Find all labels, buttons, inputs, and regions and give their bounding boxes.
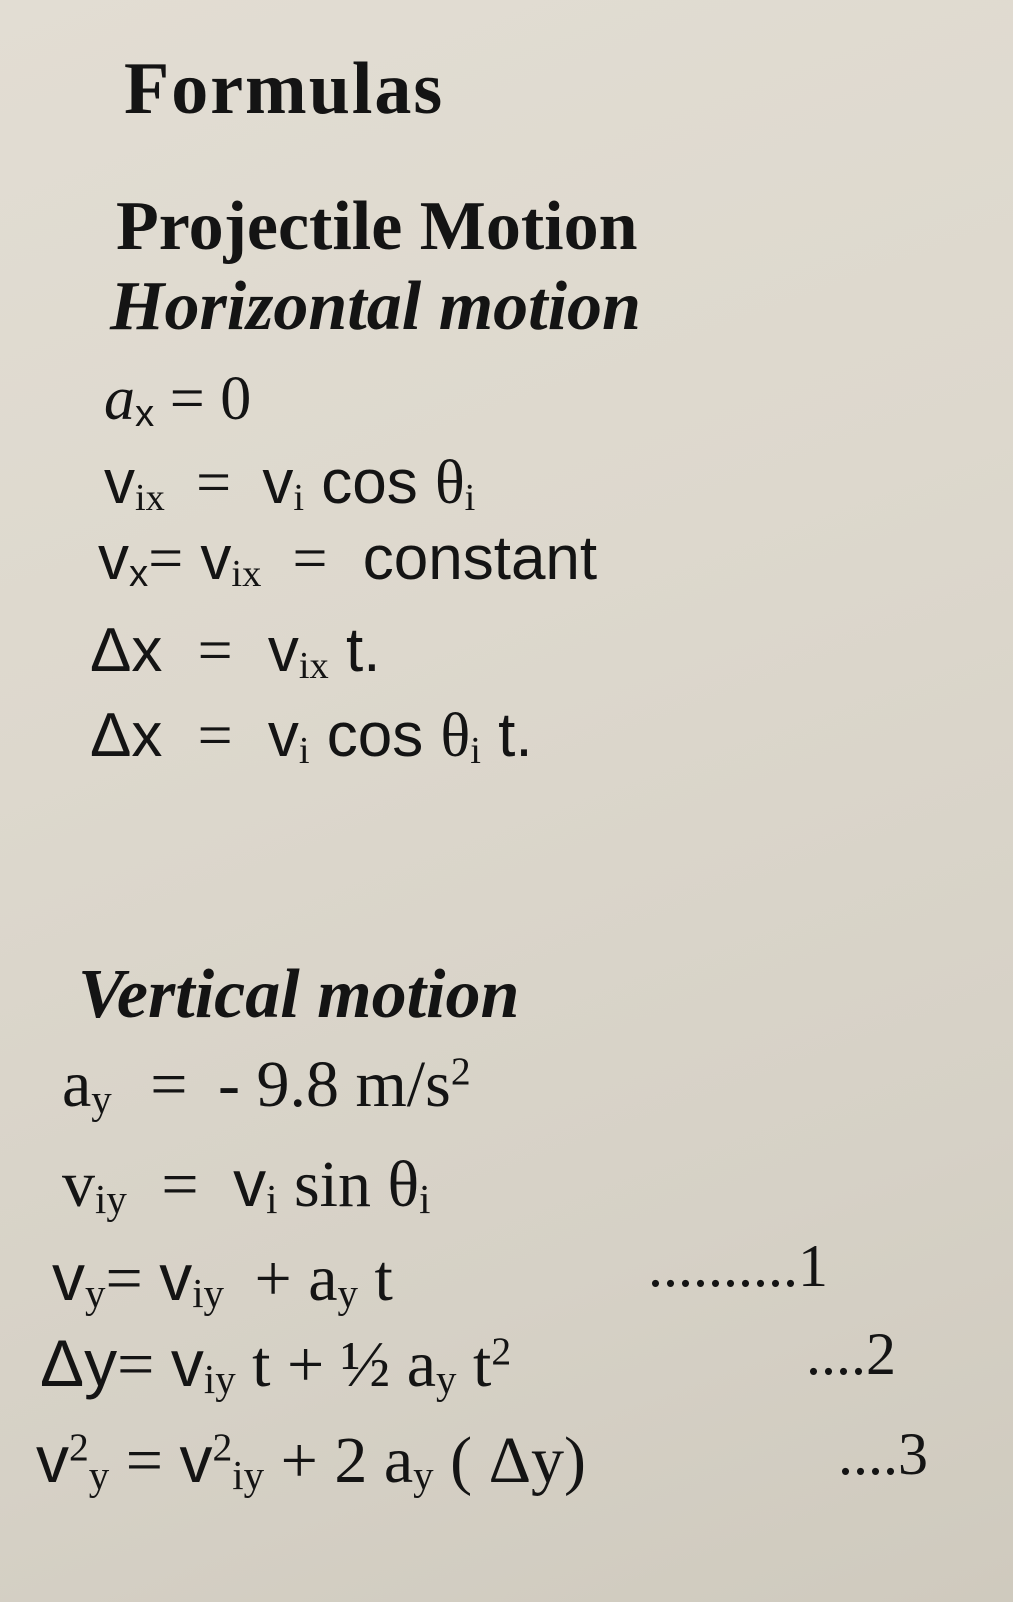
subscript: iy (192, 1271, 225, 1317)
vertical-heading: Vertical motion (78, 956, 520, 1033)
subscript: i (464, 476, 476, 519)
equals-sign: = (125, 1424, 163, 1497)
symbol-delta-x: Δx (90, 616, 163, 685)
coefficient: 2 (334, 1424, 368, 1497)
cos-function: cos (321, 448, 418, 517)
symbol-v: v (52, 1240, 85, 1314)
section-heading: Projectile Motion (116, 188, 638, 265)
equals-sign: = (117, 1328, 155, 1401)
formula-ax (104, 365, 252, 435)
superscript: 2 (69, 1425, 89, 1470)
subscript: i (298, 729, 310, 772)
symbol-v: v (104, 448, 135, 517)
formula-vy-squared (36, 1422, 586, 1499)
formula-vix (104, 448, 476, 519)
gravity-value: - 9.8 m/s (217, 1048, 451, 1121)
equals-sign: = (197, 702, 233, 770)
subscript: y (436, 1357, 457, 1403)
symbol-v: v (267, 616, 299, 685)
time-term: t. (498, 701, 533, 770)
sin-function: sin (293, 1148, 371, 1221)
symbol-v: v (159, 1240, 193, 1314)
equals-sign: = (169, 365, 205, 433)
time-term: t. (345, 616, 381, 685)
delta-y-term: ( Δy) (450, 1424, 586, 1497)
value: 0 (220, 365, 252, 433)
superscript: 2 (212, 1425, 233, 1470)
formula-dx-cos (90, 701, 533, 772)
subscript: ix (231, 552, 262, 595)
symbol-v: v (170, 1326, 204, 1400)
equals-sign: = (197, 617, 233, 685)
equals-sign: = (105, 1242, 143, 1315)
symbol-delta-x: Δx (90, 701, 163, 770)
formula-ay (62, 1048, 471, 1123)
subscript: i (419, 1177, 431, 1223)
subscript: x (129, 551, 149, 595)
time-term: t (374, 1242, 393, 1315)
symbol-theta: θ (440, 702, 471, 770)
subscript: i (266, 1177, 278, 1223)
equation-reference-1: ..........1 (648, 1233, 828, 1299)
subscript: i (470, 729, 481, 772)
symbol-v: v (98, 524, 129, 593)
symbol-delta-y: Δy (40, 1326, 118, 1400)
symbol-v: v (36, 1422, 69, 1496)
page-title: Formulas (124, 48, 445, 130)
formula-dx-vix (90, 616, 381, 687)
equals-sign: = (292, 525, 328, 593)
formula-vy (52, 1240, 393, 1317)
superscript: 2 (450, 1049, 471, 1094)
subscript: ix (298, 644, 329, 687)
symbol-a: a (104, 365, 135, 433)
subscript: y (413, 1453, 434, 1499)
symbol-v: v (262, 448, 294, 517)
plus-sign: + (287, 1328, 325, 1401)
symbol-a: a (308, 1242, 338, 1315)
symbol-v: v (267, 701, 299, 770)
superscript: 2 (491, 1329, 512, 1374)
formula-vx-constant (98, 524, 598, 595)
equation-reference-2: ....2 (806, 1321, 896, 1387)
formula-viy (62, 1146, 431, 1223)
formula-dy (40, 1326, 512, 1403)
subscript: i (293, 476, 305, 519)
symbol-v: v (62, 1148, 95, 1221)
symbol-v: v (200, 524, 232, 593)
time-term: t (252, 1328, 271, 1401)
horizontal-heading: Horizontal motion (110, 268, 641, 345)
cos-function: cos (326, 701, 424, 770)
subscript: ix (135, 476, 165, 519)
equals-sign: = (161, 1148, 199, 1221)
subscript: iy (203, 1357, 236, 1403)
subscript: iy (95, 1177, 127, 1223)
constant-text: constant (362, 524, 598, 593)
subscript: x (135, 391, 155, 435)
symbol-a: a (62, 1048, 92, 1121)
plus-sign: + (254, 1242, 292, 1315)
equals-sign: = (148, 525, 184, 593)
symbol-theta: θ (387, 1148, 420, 1221)
subscript: y (85, 1271, 106, 1317)
subscript: iy (232, 1453, 265, 1499)
subscript: y (337, 1271, 358, 1317)
symbol-a: a (406, 1328, 437, 1401)
time-term: t (472, 1328, 492, 1401)
equals-sign: = (150, 1048, 188, 1121)
symbol-a: a (383, 1424, 414, 1497)
equals-sign: = (196, 449, 232, 517)
symbol-v: v (233, 1146, 267, 1220)
equation-reference-3: ....3 (838, 1421, 928, 1487)
symbol-v: v (179, 1422, 213, 1496)
subscript: y (91, 1077, 112, 1123)
one-half: ½ (340, 1328, 391, 1401)
plus-sign: + (280, 1424, 318, 1497)
symbol-theta: θ (434, 449, 465, 517)
subscript: y (88, 1453, 110, 1499)
